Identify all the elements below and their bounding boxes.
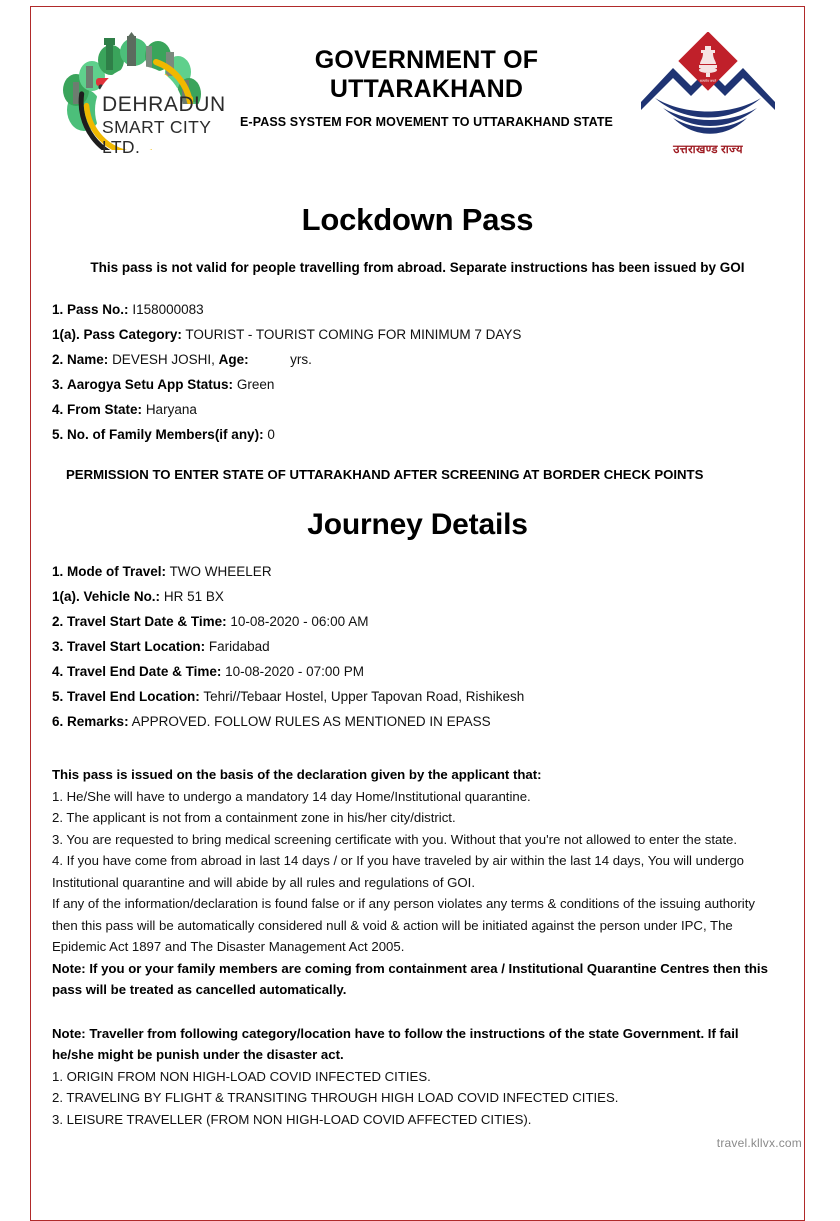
journey-details-title: Journey Details	[307, 508, 528, 541]
row-label: Pass No.:	[67, 302, 129, 317]
journey-row-remarks	[52, 709, 783, 734]
pass-detail-row-category	[52, 322, 783, 347]
row-number: 5.	[52, 689, 64, 704]
traveller-note-item-2: 2. TRAVELING BY FLIGHT & TRANSITING THROUGH HIGH LOAD COVID INFECTED CITIES.	[52, 1090, 619, 1105]
journey-row-mode-of-travel	[52, 559, 783, 584]
row-label-age: Age:	[218, 352, 249, 367]
row-number: 1(a).	[52, 327, 80, 342]
row-value: 10-08-2020 - 07:00 PM	[225, 664, 364, 679]
row-value: HR 51 BX	[163, 589, 224, 604]
traveller-note-block	[52, 1023, 783, 1131]
row-value: TWO WHEELER	[169, 564, 272, 579]
epass-subtitle: E-PASS SYSTEM FOR MOVEMENT TO UTTARAKHAND STATE	[240, 115, 613, 129]
declaration-item-1: 1. He/She will have to undergo a mandatory 14 day Home/Institutional quarantine.	[52, 788, 531, 804]
row-number: 6.	[52, 714, 64, 729]
abroad-notice: This pass is not valid for people travelling from abroad. Separate instructions has been issued by GOI	[90, 260, 745, 275]
journey-row-vehicle-no	[52, 584, 783, 609]
declaration-note: Note: If you or your family members are coming from containment area / Institutional Quarantine Centres then this pass will be treated as cancelled automatically.	[52, 960, 768, 997]
row-value: TOURIST - TOURIST COMING FOR MINIMUM 7 DAYS	[185, 327, 522, 342]
row-number: 2.	[52, 614, 64, 629]
declaration-block	[52, 764, 783, 1001]
row-label: Name:	[67, 352, 109, 367]
page-content	[30, 6, 805, 1130]
row-number: 2.	[52, 352, 64, 367]
dehradun-logo-line1: DEHRADUN	[102, 93, 226, 116]
traveller-note-item-1: 1. ORIGIN FROM NON HIGH-LOAD COVID INFECTED CITIES.	[52, 1068, 431, 1084]
row-value: 10-08-2020 - 06:00 AM	[230, 614, 369, 629]
row-label: Aarogya Setu App Status:	[67, 377, 234, 392]
permission-statement: PERMISSION TO ENTER STATE OF UTTARAKHAND AFTER SCREENING AT BORDER CHECK POINTS	[66, 467, 704, 482]
row-label: From State:	[67, 402, 143, 417]
gov-title-line2: UTTARAKHAND	[329, 75, 524, 103]
row-label: Remarks:	[67, 714, 129, 729]
page-title: Lockdown Pass	[301, 202, 534, 237]
journey-details-list	[52, 559, 783, 734]
row-number: 4.	[52, 402, 64, 417]
row-number: 4.	[52, 664, 64, 679]
svg-text:सत्यमेव जयते: सत्यमेव जयते	[699, 79, 717, 83]
dehradun-smart-city-logo	[52, 32, 226, 158]
gov-title-line1: GOVERNMENT OF	[314, 46, 539, 74]
row-label: Vehicle No.:	[83, 589, 161, 604]
row-value: APPROVED. FOLLOW RULES AS MENTIONED IN EPASS	[131, 714, 491, 729]
row-number: 3.	[52, 377, 64, 392]
row-number: 5.	[52, 427, 64, 442]
row-number: 1.	[52, 564, 64, 579]
row-value-name: DEVESH JOSHI,	[112, 352, 215, 367]
row-number: 1.	[52, 302, 64, 317]
row-label: Mode of Travel:	[67, 564, 167, 579]
row-label: No. of Family Members(if any):	[67, 427, 264, 442]
traveller-note-item-3: 3. LEISURE TRAVELLER (FROM NON HIGH-LOAD COVID AFFECTED CITIES).	[52, 1111, 532, 1127]
pass-detail-row-from-state	[52, 397, 783, 422]
pass-detail-row-name-age	[52, 347, 783, 372]
pass-detail-row-pass-no	[52, 297, 783, 322]
uttarakhand-state-emblem	[633, 32, 783, 158]
row-value: 0	[267, 427, 275, 442]
row-label: Travel Start Date & Time:	[67, 614, 227, 629]
declaration-item-3: 3. You are requested to bring medical screening certificate with you. Without that you're not allowed to enter the state.	[52, 831, 738, 847]
row-number: 3.	[52, 639, 64, 654]
journey-row-travel-end-datetime	[52, 659, 783, 684]
row-value: Faridabad	[208, 639, 270, 654]
declaration-heading: This pass is issued on the basis of the declaration given by the applicant that:	[52, 767, 542, 782]
journey-row-travel-end-location	[52, 684, 783, 709]
dehradun-logo-line2: SMART CITY LTD.	[102, 117, 212, 158]
journey-row-travel-start-location	[52, 634, 783, 659]
row-value: I158000083	[132, 302, 204, 317]
document-header	[52, 6, 783, 164]
pass-detail-row-aarogya-setu	[52, 372, 783, 397]
row-label: Travel End Date & Time:	[67, 664, 222, 679]
pass-detail-row-family-members	[52, 422, 783, 447]
journey-row-travel-start-datetime	[52, 609, 783, 634]
declaration-item-2: 2. The applicant is not from a containment zone in his/her city/district.	[52, 810, 456, 825]
row-value: Haryana	[145, 402, 197, 417]
row-number: 1(a).	[52, 589, 80, 604]
row-value: Green	[236, 377, 275, 392]
site-watermark: travel.kllvx.com	[716, 1136, 802, 1150]
row-label: Travel Start Location:	[67, 639, 206, 654]
row-label: Pass Category:	[83, 327, 182, 342]
row-label: Travel End Location:	[67, 689, 200, 704]
declaration-paragraph: If any of the information/declaration is found false or if any person violates any terms & conditions of the issuing authority then this pass will be automatically considered null & void & action will be initiated against the person under IPC, The Epidemic Act 1897 and The Disaster Management Act 2005.	[52, 896, 755, 954]
state-emblem-art	[633, 32, 783, 144]
pass-details-list	[52, 297, 783, 447]
row-value: Tehri//Tebaar Hostel, Upper Tapovan Road, Rishikesh	[203, 689, 525, 704]
traveller-note-heading: Note: Traveller from following category/location have to follow the instructions of the state Government. If fail he/she might be punish under the disaster act.	[52, 1025, 739, 1062]
row-value-age-unit: yrs.	[290, 352, 312, 367]
header-title-block	[220, 32, 633, 129]
declaration-item-4: 4. If you have come from abroad in last 14 days / or If you have traveled by air within the last 14 days, You will undergo Institutional quarantine and will abide by all rules and regulations of GOI.	[52, 853, 745, 890]
state-emblem-caption: उत्तराखण्ड राज्य	[673, 144, 743, 156]
